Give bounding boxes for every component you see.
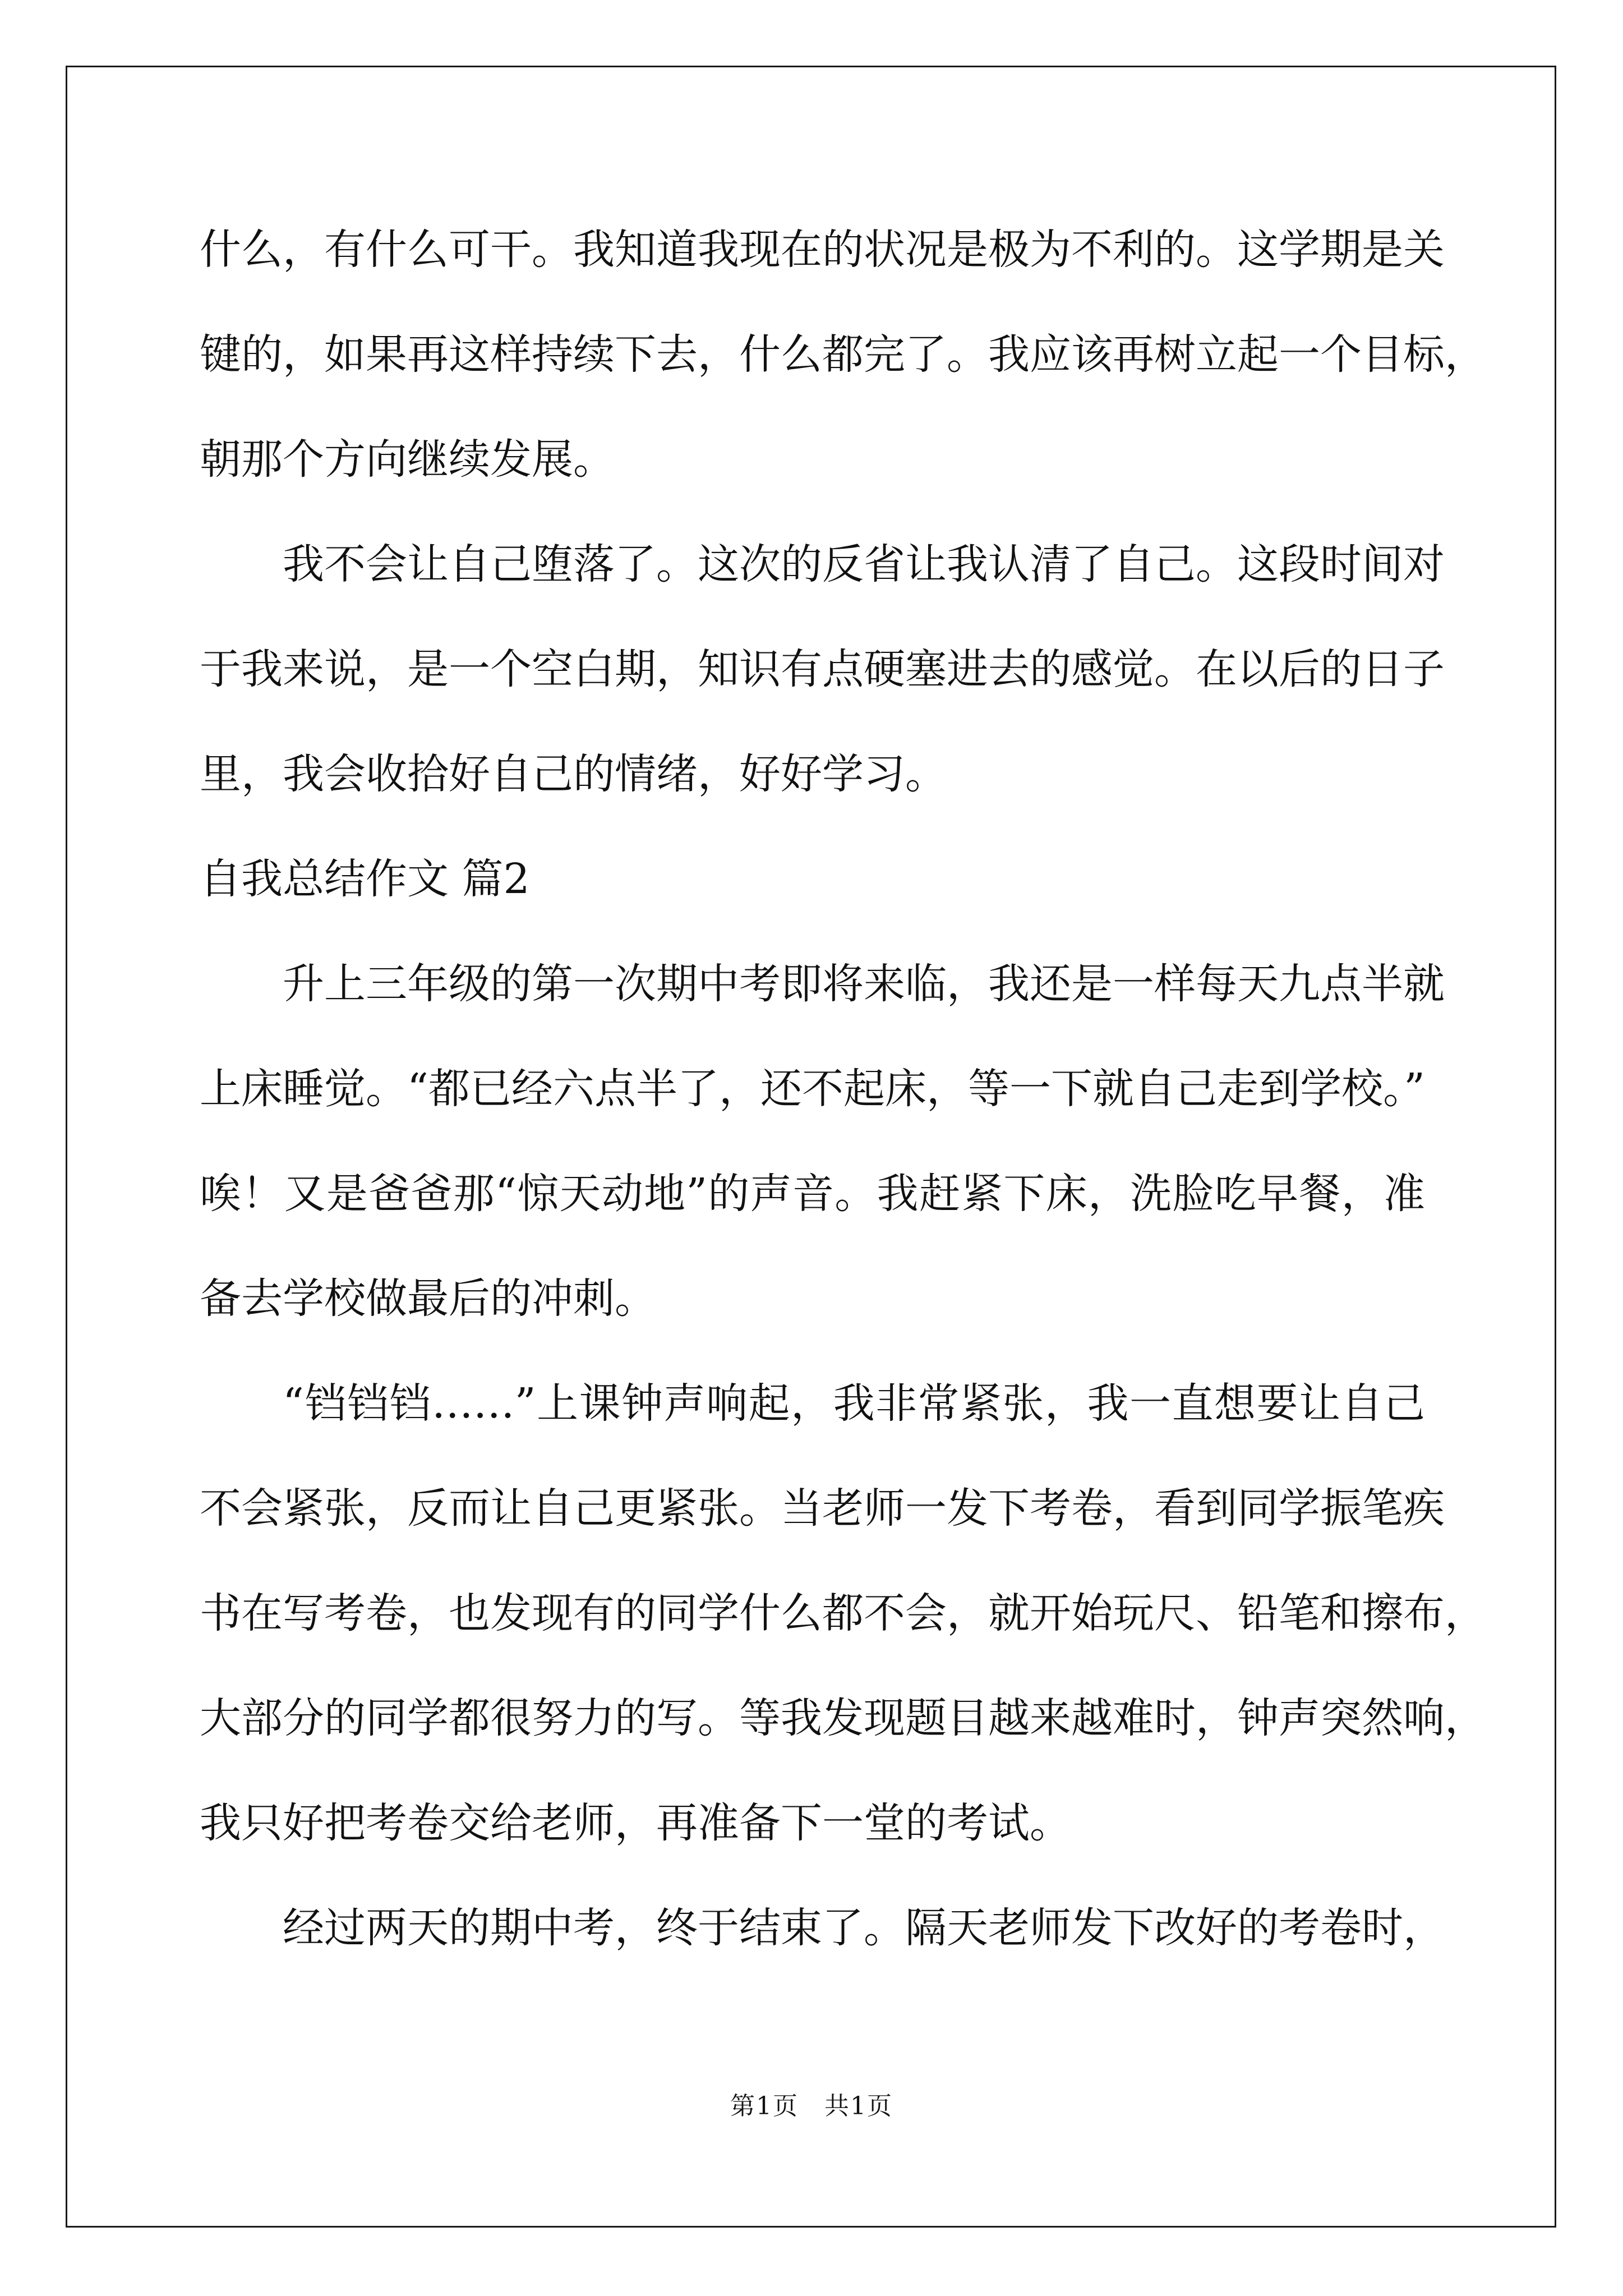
paragraph-1-line-2: 键的，如果再这样持续下去，什么都完了。我应该再树立起一个目标，: [200, 330, 1486, 379]
paragraph-2-line-3: 里，我会收拾好自己的情绪，好好学习。: [200, 750, 947, 798]
paragraph-4-line-5: 我只好把考卷交给老师，再准备下一堂的考试。: [200, 1799, 1071, 1847]
paragraph-4-line-4: 大部分的同学都很努力的写。等我发现题目越来越难时，钟声突然响，: [200, 1694, 1486, 1742]
paragraph-1-line-3: 朝那个方向继续发展。: [200, 435, 615, 484]
paragraph-3-line-4: 备去学校做最后的冲刺。: [200, 1274, 656, 1323]
paragraph-4-line-2: 不会紧张，反而让自己更紧张。当老师一发下考卷，看到同学振笔疾: [200, 1484, 1445, 1533]
paragraph-4-line-3: 书在写考卷，也发现有的同学什么都不会，就开始玩尺、铅笔和擦布，: [200, 1589, 1486, 1637]
paragraph-1-line-1: 什么，有什么可干。我知道我现在的状况是极为不利的。这学期是关: [200, 226, 1445, 274]
paragraph-4-line-1: “铛铛铛……”上课钟声响起，我非常紧张，我一直想要让自己: [283, 1379, 1425, 1428]
paragraph-3-line-2: 上床睡觉。“都已经六点半了，还不起床，等一下就自己走到学校。”: [200, 1065, 1425, 1113]
page-number-footer: 第1页 共1页: [730, 2092, 893, 2120]
section-heading: 自我总结作文 篇2: [200, 855, 530, 903]
paragraph-2-line-1: 我不会让自己堕落了。这次的反省让我认清了自己。这段时间对: [283, 540, 1445, 588]
paragraph-5-line-1: 经过两天的期中考，终于结束了。隔天老师发下改好的考卷时，: [283, 1904, 1445, 1952]
document-body: [200, 197, 1486, 1981]
paragraph-3-line-1: 升上三年级的第一次期中考即将来临，我还是一样每天九点半就: [283, 960, 1445, 1008]
paragraph-3-line-3: 唉！又是爸爸那“惊天动地”的声音。我赶紧下床，洗脸吃早餐，准: [200, 1170, 1425, 1218]
paragraph-2-line-2: 于我来说，是一个空白期，知识有点硬塞进去的感觉。在以后的日子: [200, 645, 1445, 693]
